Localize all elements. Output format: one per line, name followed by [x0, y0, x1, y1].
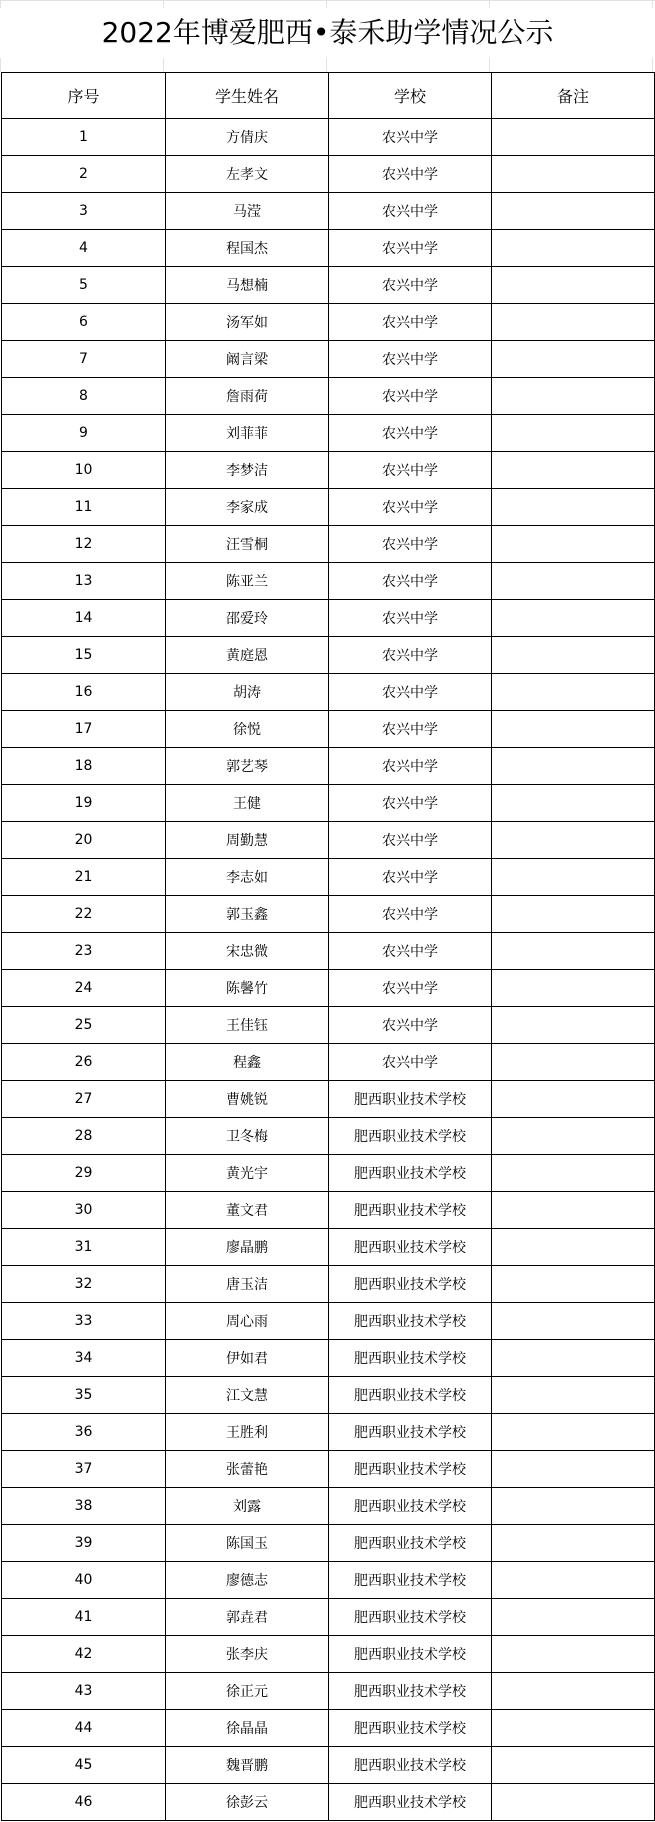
table-row: [2, 637, 655, 674]
table-row: [2, 193, 655, 230]
cell-remarks: [492, 526, 655, 563]
cell-index: 30: [2, 1192, 166, 1229]
cell-school: 肥西职业技术学校: [329, 1155, 492, 1192]
cell-remarks: [492, 1266, 655, 1303]
cell-remarks: [492, 1340, 655, 1377]
table-row: [2, 859, 655, 896]
cell-school: 肥西职业技术学校: [329, 1673, 492, 1710]
table-row: [2, 1562, 655, 1599]
cell-school: 农兴中学: [329, 970, 492, 1007]
table-header-row: [2, 73, 655, 119]
cell-school: 肥西职业技术学校: [329, 1192, 492, 1229]
cell-index: 39: [2, 1525, 166, 1562]
cell-student-name: 宋忠微: [166, 933, 329, 970]
cell-index: 34: [2, 1340, 166, 1377]
cell-index: 18: [2, 748, 166, 785]
cell-student-name: 唐玉洁: [166, 1266, 329, 1303]
cell-index: 8: [2, 378, 166, 415]
cell-school: 农兴中学: [329, 1044, 492, 1081]
cell-index: 26: [2, 1044, 166, 1081]
cell-remarks: [492, 1229, 655, 1266]
header-student-name: 学生姓名: [166, 73, 329, 119]
cell-student-name: 程国杰: [166, 230, 329, 267]
cell-remarks: [492, 674, 655, 711]
cell-remarks: [492, 378, 655, 415]
cell-remarks: [492, 156, 655, 193]
cell-remarks: [492, 1673, 655, 1710]
table-row: [2, 1155, 655, 1192]
table-row: [2, 933, 655, 970]
cell-student-name: 董文君: [166, 1192, 329, 1229]
cell-student-name: 郭垚君: [166, 1599, 329, 1636]
cell-index: 2: [2, 156, 166, 193]
cell-index: 36: [2, 1414, 166, 1451]
cell-student-name: 徐晶晶: [166, 1710, 329, 1747]
cell-student-name: 徐彭云: [166, 1784, 329, 1821]
table-row: [2, 1414, 655, 1451]
cell-remarks: [492, 341, 655, 378]
table-row: [2, 230, 655, 267]
cell-student-name: 廖晶鹏: [166, 1229, 329, 1266]
cell-school: 肥西职业技术学校: [329, 1118, 492, 1155]
cell-school: 农兴中学: [329, 600, 492, 637]
table-row: [2, 1673, 655, 1710]
cell-student-name: 胡涛: [166, 674, 329, 711]
cell-remarks: [492, 637, 655, 674]
cell-index: 32: [2, 1266, 166, 1303]
cell-school: 肥西职业技术学校: [329, 1229, 492, 1266]
cell-index: 4: [2, 230, 166, 267]
table-row: [2, 1266, 655, 1303]
cell-index: 7: [2, 341, 166, 378]
cell-remarks: [492, 1599, 655, 1636]
cell-school: 农兴中学: [329, 489, 492, 526]
cell-school: 肥西职业技术学校: [329, 1451, 492, 1488]
table-row: [2, 1192, 655, 1229]
table-row: [2, 156, 655, 193]
cell-school: 农兴中学: [329, 156, 492, 193]
cell-index: 11: [2, 489, 166, 526]
table-body: [2, 119, 655, 1821]
cell-school: 农兴中学: [329, 748, 492, 785]
cell-school: 肥西职业技术学校: [329, 1710, 492, 1747]
cell-student-name: 周勤慧: [166, 822, 329, 859]
cell-remarks: [492, 1747, 655, 1784]
cell-school: 农兴中学: [329, 119, 492, 156]
cell-remarks: [492, 1192, 655, 1229]
cell-school: 农兴中学: [329, 341, 492, 378]
table-row: [2, 785, 655, 822]
cell-remarks: [492, 1377, 655, 1414]
page-title: 2022年博爱肥西•泰禾助学情况公示: [0, 8, 655, 58]
title-area: [0, 0, 655, 72]
table-row: [2, 378, 655, 415]
cell-student-name: 伊如君: [166, 1340, 329, 1377]
table-row: [2, 1340, 655, 1377]
table-row: [2, 1636, 655, 1673]
cell-student-name: 左孝文: [166, 156, 329, 193]
cell-remarks: [492, 452, 655, 489]
cell-school: 农兴中学: [329, 304, 492, 341]
table-row: [2, 415, 655, 452]
cell-student-name: 汪雪桐: [166, 526, 329, 563]
cell-remarks: [492, 489, 655, 526]
cell-student-name: 廖德志: [166, 1562, 329, 1599]
cell-index: 40: [2, 1562, 166, 1599]
cell-school: 肥西职业技术学校: [329, 1303, 492, 1340]
cell-index: 12: [2, 526, 166, 563]
cell-remarks: [492, 1562, 655, 1599]
table-row: [2, 970, 655, 1007]
table-row: [2, 748, 655, 785]
cell-remarks: [492, 119, 655, 156]
cell-student-name: 黄光宇: [166, 1155, 329, 1192]
cell-school: 农兴中学: [329, 711, 492, 748]
cell-student-name: 郭艺琴: [166, 748, 329, 785]
cell-school: 农兴中学: [329, 1007, 492, 1044]
cell-school: 肥西职业技术学校: [329, 1525, 492, 1562]
cell-school: 肥西职业技术学校: [329, 1081, 492, 1118]
cell-student-name: 徐悦: [166, 711, 329, 748]
table-row: [2, 452, 655, 489]
cell-school: 农兴中学: [329, 637, 492, 674]
cell-remarks: [492, 711, 655, 748]
cell-remarks: [492, 600, 655, 637]
header-school: 学校: [329, 73, 492, 119]
cell-student-name: 张蕾艳: [166, 1451, 329, 1488]
cell-school: 肥西职业技术学校: [329, 1414, 492, 1451]
cell-remarks: [492, 1155, 655, 1192]
cell-school: 肥西职业技术学校: [329, 1747, 492, 1784]
cell-school: 农兴中学: [329, 896, 492, 933]
cell-index: 17: [2, 711, 166, 748]
cell-student-name: 周心雨: [166, 1303, 329, 1340]
cell-remarks: [492, 859, 655, 896]
cell-school: 农兴中学: [329, 193, 492, 230]
cell-student-name: 马滢: [166, 193, 329, 230]
table-row: [2, 674, 655, 711]
cell-index: 10: [2, 452, 166, 489]
table-row: [2, 1229, 655, 1266]
cell-index: 28: [2, 1118, 166, 1155]
cell-student-name: 方倩庆: [166, 119, 329, 156]
cell-index: 19: [2, 785, 166, 822]
cell-remarks: [492, 970, 655, 1007]
cell-student-name: 曹姚锐: [166, 1081, 329, 1118]
cell-school: 农兴中学: [329, 674, 492, 711]
cell-index: 27: [2, 1081, 166, 1118]
cell-school: 肥西职业技术学校: [329, 1784, 492, 1821]
cell-student-name: 刘菲菲: [166, 415, 329, 452]
cell-remarks: [492, 822, 655, 859]
cell-school: 农兴中学: [329, 822, 492, 859]
student-table: [1, 72, 655, 1821]
table-row: [2, 1747, 655, 1784]
cell-index: 29: [2, 1155, 166, 1192]
cell-student-name: 卫冬梅: [166, 1118, 329, 1155]
cell-remarks: [492, 415, 655, 452]
cell-school: 农兴中学: [329, 267, 492, 304]
table-row: [2, 1599, 655, 1636]
cell-school: 农兴中学: [329, 859, 492, 896]
cell-school: 肥西职业技术学校: [329, 1266, 492, 1303]
cell-index: 20: [2, 822, 166, 859]
cell-index: 5: [2, 267, 166, 304]
cell-school: 肥西职业技术学校: [329, 1377, 492, 1414]
table-row: [2, 526, 655, 563]
cell-student-name: 阚言梁: [166, 341, 329, 378]
table-row: [2, 489, 655, 526]
cell-student-name: 郭玉鑫: [166, 896, 329, 933]
cell-remarks: [492, 1303, 655, 1340]
cell-index: 35: [2, 1377, 166, 1414]
table-row: [2, 563, 655, 600]
cell-index: 43: [2, 1673, 166, 1710]
table-row: [2, 600, 655, 637]
table-row: [2, 1377, 655, 1414]
cell-index: 22: [2, 896, 166, 933]
cell-student-name: 李志如: [166, 859, 329, 896]
table-row: [2, 822, 655, 859]
cell-school: 农兴中学: [329, 452, 492, 489]
cell-index: 15: [2, 637, 166, 674]
cell-index: 14: [2, 600, 166, 637]
cell-student-name: 李家成: [166, 489, 329, 526]
cell-student-name: 马想楠: [166, 267, 329, 304]
cell-remarks: [492, 1081, 655, 1118]
cell-school: 肥西职业技术学校: [329, 1488, 492, 1525]
cell-index: 13: [2, 563, 166, 600]
cell-school: 肥西职业技术学校: [329, 1636, 492, 1673]
table-row: [2, 119, 655, 156]
cell-index: 16: [2, 674, 166, 711]
cell-remarks: [492, 1414, 655, 1451]
cell-index: 6: [2, 304, 166, 341]
table-row: [2, 1525, 655, 1562]
cell-index: 42: [2, 1636, 166, 1673]
cell-school: 肥西职业技术学校: [329, 1562, 492, 1599]
cell-index: 45: [2, 1747, 166, 1784]
cell-index: 3: [2, 193, 166, 230]
cell-remarks: [492, 1007, 655, 1044]
cell-student-name: 王佳钰: [166, 1007, 329, 1044]
cell-index: 31: [2, 1229, 166, 1266]
cell-student-name: 王健: [166, 785, 329, 822]
cell-remarks: [492, 267, 655, 304]
table-row: [2, 304, 655, 341]
cell-index: 33: [2, 1303, 166, 1340]
cell-index: 37: [2, 1451, 166, 1488]
table-row: [2, 1488, 655, 1525]
cell-remarks: [492, 1636, 655, 1673]
cell-school: 农兴中学: [329, 933, 492, 970]
cell-remarks: [492, 748, 655, 785]
cell-student-name: 汤军如: [166, 304, 329, 341]
cell-remarks: [492, 1044, 655, 1081]
cell-school: 农兴中学: [329, 230, 492, 267]
cell-index: 21: [2, 859, 166, 896]
cell-remarks: [492, 933, 655, 970]
cell-index: 24: [2, 970, 166, 1007]
table-row: [2, 341, 655, 378]
cell-student-name: 詹雨荷: [166, 378, 329, 415]
cell-index: 38: [2, 1488, 166, 1525]
cell-remarks: [492, 1525, 655, 1562]
table-row: [2, 267, 655, 304]
cell-remarks: [492, 1451, 655, 1488]
cell-student-name: 魏晋鹏: [166, 1747, 329, 1784]
table-row: [2, 1710, 655, 1747]
cell-remarks: [492, 1710, 655, 1747]
cell-index: 1: [2, 119, 166, 156]
cell-student-name: 邵爱玲: [166, 600, 329, 637]
cell-student-name: 徐正元: [166, 1673, 329, 1710]
table-row: [2, 1303, 655, 1340]
cell-index: 41: [2, 1599, 166, 1636]
cell-student-name: 陈馨竹: [166, 970, 329, 1007]
table-row: [2, 1007, 655, 1044]
cell-school: 农兴中学: [329, 526, 492, 563]
table-row: [2, 1784, 655, 1821]
cell-student-name: 李梦洁: [166, 452, 329, 489]
table-row: [2, 896, 655, 933]
table-row: [2, 1118, 655, 1155]
cell-school: 农兴中学: [329, 785, 492, 822]
cell-student-name: 刘露: [166, 1488, 329, 1525]
cell-student-name: 江文慧: [166, 1377, 329, 1414]
cell-student-name: 陈亚兰: [166, 563, 329, 600]
table-row: [2, 711, 655, 748]
cell-student-name: 程鑫: [166, 1044, 329, 1081]
cell-student-name: 王胜利: [166, 1414, 329, 1451]
cell-remarks: [492, 1118, 655, 1155]
cell-remarks: [492, 896, 655, 933]
cell-school: 农兴中学: [329, 378, 492, 415]
header-remarks: 备注: [492, 73, 655, 119]
cell-index: 46: [2, 1784, 166, 1821]
cell-remarks: [492, 563, 655, 600]
cell-index: 25: [2, 1007, 166, 1044]
cell-school: 农兴中学: [329, 415, 492, 452]
cell-student-name: 陈国玉: [166, 1525, 329, 1562]
cell-index: 44: [2, 1710, 166, 1747]
cell-index: 9: [2, 415, 166, 452]
cell-remarks: [492, 193, 655, 230]
cell-remarks: [492, 1784, 655, 1821]
header-index: 序号: [2, 73, 166, 119]
cell-remarks: [492, 304, 655, 341]
table-row: [2, 1451, 655, 1488]
cell-student-name: 张李庆: [166, 1636, 329, 1673]
table-row: [2, 1044, 655, 1081]
cell-index: 23: [2, 933, 166, 970]
cell-school: 肥西职业技术学校: [329, 1340, 492, 1377]
cell-school: 肥西职业技术学校: [329, 1599, 492, 1636]
cell-remarks: [492, 785, 655, 822]
cell-remarks: [492, 1488, 655, 1525]
table-row: [2, 1081, 655, 1118]
cell-remarks: [492, 230, 655, 267]
cell-student-name: 黄庭恩: [166, 637, 329, 674]
cell-school: 农兴中学: [329, 563, 492, 600]
